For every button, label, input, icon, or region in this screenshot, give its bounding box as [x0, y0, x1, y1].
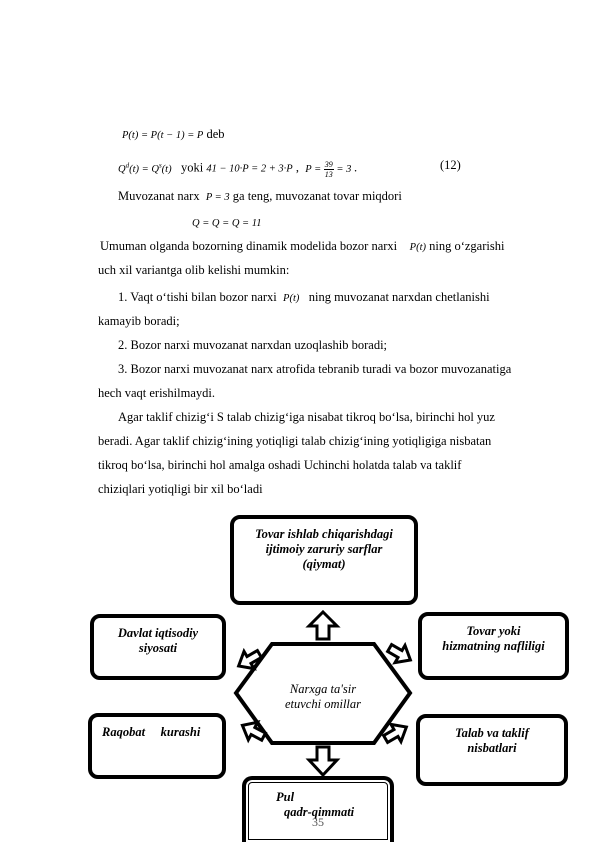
equation-1-suffix: deb — [206, 127, 225, 141]
arrow-up — [309, 612, 337, 639]
para2-line1: Agar taklif chizig‘i S talab chizig‘iga nisabat tikroq bo‘lsa, birinchi hol yuz — [118, 410, 495, 424]
equation-3: P = 3 — [205, 192, 230, 203]
item2-line: 2. Bozor narxi muvozanat narxdan uzoqlashib boradi; — [118, 338, 388, 352]
box-left-top: Davlat iqtisodiy siyosati — [90, 614, 226, 680]
equation-2-left: $Q^d(t) = Q^s(t)$ — [118, 161, 172, 175]
muvozanat-text-b: ga teng, muvozanat tovar miqdori — [232, 189, 402, 203]
box-right-top: Tovar yoki hizmatning nafliligi — [418, 612, 569, 680]
equation-2-p: P = $\frac{39}{13}$ = 3 — [305, 159, 352, 179]
item1-line2: kamayib boradi; — [98, 314, 180, 328]
para2-line2: beradi. Agar taklif chizig‘ining yotiqligi talab chizig‘ining yotiqligiga nisbatan — [98, 434, 492, 448]
para1-line1: Umuman olganda bozorning dinamik modelida bozor narxi P(t) ning o‘zgarishi — [100, 239, 505, 253]
equation-row-2: $Q^d(t) = Q^s(t)$ yoki 41 − 10·P = 2 + 3·P , P = $\frac{39}{13}$ = 3 . — [118, 159, 358, 179]
muvozanat-text-a: Muvozanat narx — [118, 189, 200, 203]
equation-4: Q = Q = Q = 11 — [192, 218, 262, 229]
box-top: Tovar ishlab chiqarishdagi ijtimoiy zaruriy sarflar (qiymat) — [230, 515, 418, 605]
item3-line1: 3. Bozor narxi muvozanat narx atrofida tebranib turadi va bozor muvozanatiga — [118, 362, 512, 376]
center-label: Narxga ta'sir etuvchi omillar — [284, 682, 362, 711]
page-number: 35 — [312, 815, 324, 829]
equation-1: P(t) = P(t − 1) = P — [122, 130, 204, 141]
box-left-bottom: Raqobat kurashi — [88, 713, 226, 779]
item1-line1: 1. Vaqt o‘tishi bilan bozor narxi P(t) ning muvozanat narxdan chetlanishi — [118, 290, 490, 304]
equation-2-end: . — [354, 160, 358, 175]
box-bottom: Pul qadr-qimmati — [242, 776, 394, 842]
box-right-bottom: Talab va taklif nisbatlari — [416, 714, 568, 786]
equation-2-mid: 41 − 10·P = 2 + 3·P — [206, 163, 293, 175]
para1-line2: uch xil variantga olib kelishi mumkin: — [98, 263, 290, 277]
item3-line2: hech vaqt erishilmaydi. — [98, 386, 215, 400]
para2-line3: tikroq bo‘lsa, birinchi hol amalga oshadi Uchinchi holatda talab va taklif — [98, 458, 462, 472]
para2-line4: chiziqlari yotiqligi bir xil bo‘ladi — [98, 482, 263, 496]
equation-2-word: yoki — [180, 160, 204, 175]
equation-number: (12) — [440, 158, 461, 172]
arrow-down — [309, 747, 337, 775]
